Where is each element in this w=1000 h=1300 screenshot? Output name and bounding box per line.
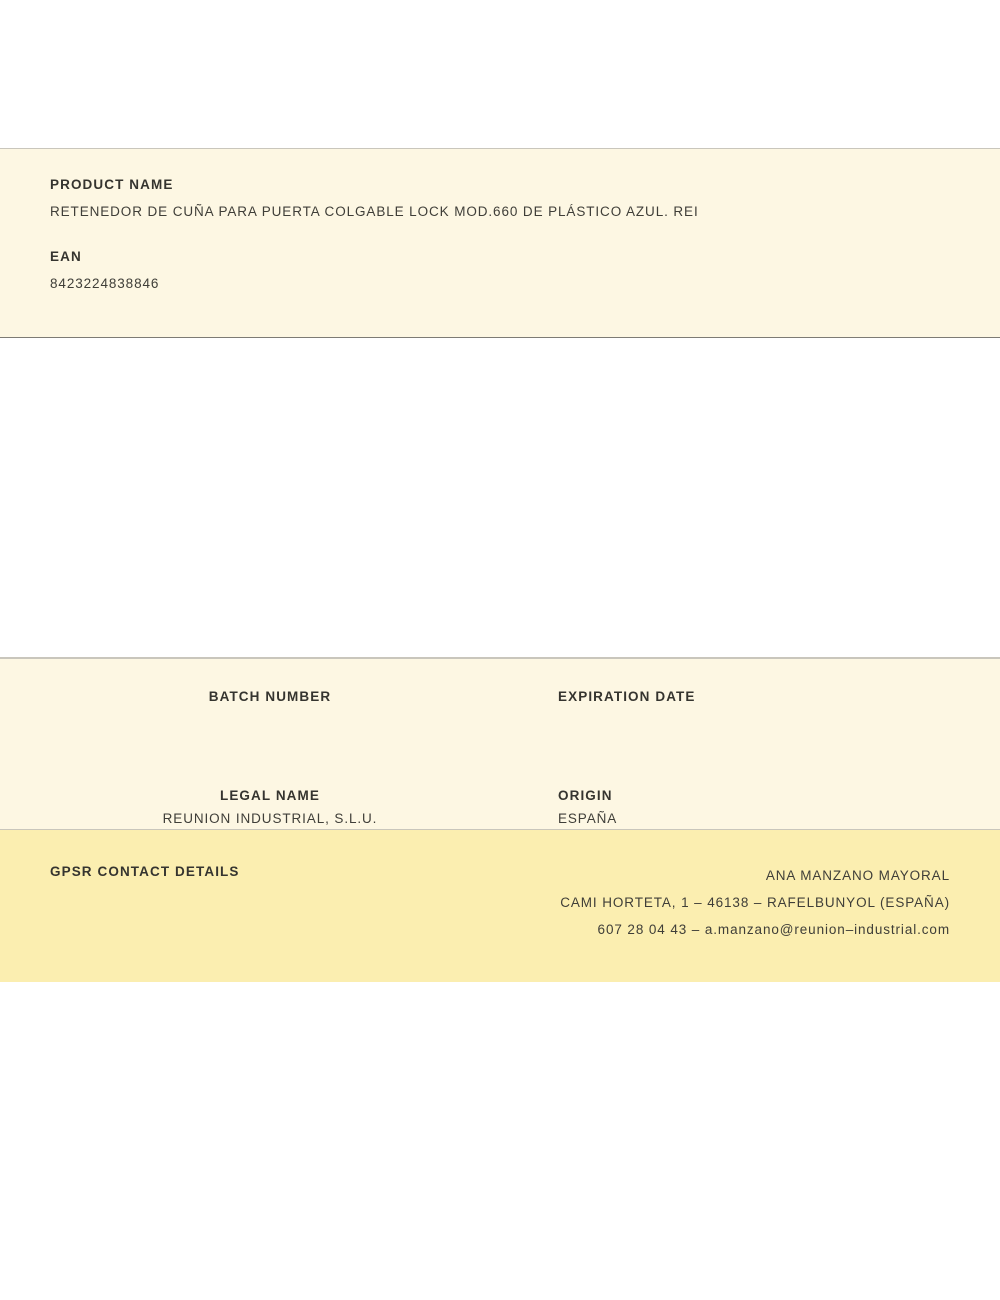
product-name-value: RETENEDOR DE CUÑA PARA PUERTA COLGABLE LOCK MOD.660 DE PLÁSTICO AZUL. REI xyxy=(50,204,699,219)
bottom-spacer xyxy=(0,982,1000,1300)
gpsr-contact-name: ANA MANZANO MAYORAL xyxy=(765,867,950,883)
legal-origin-row xyxy=(0,788,1000,827)
gpsr-contact-address: CAMI HORTETA, 1 – 46138 – RAFELBUNYOL (ESPAÑA) xyxy=(560,894,950,910)
product-name-label: PRODUCT NAME xyxy=(50,177,174,192)
origin-label: ORIGIN xyxy=(558,787,613,803)
top-spacer xyxy=(0,0,1000,148)
gpsr-title: GPSR CONTACT DETAILS xyxy=(50,863,240,879)
batch-number-label: BATCH NUMBER xyxy=(208,688,332,704)
expiration-date-label: EXPIRATION DATE xyxy=(558,688,696,704)
blank-middle-area xyxy=(0,338,1000,658)
origin-value: ESPAÑA xyxy=(558,810,618,826)
ean-value: 8423224838846 xyxy=(50,276,160,291)
legal-name-cell xyxy=(0,788,500,827)
product-section xyxy=(0,148,1000,338)
expiration-date-value xyxy=(558,712,980,728)
legal-name-label: LEGAL NAME xyxy=(219,787,320,803)
gpsr-contact-lines xyxy=(560,862,950,943)
gpsr-contact-phone-email: 607 28 04 43 – a.manzano@reunion–industrial.com xyxy=(597,921,950,937)
batch-number-cell xyxy=(0,689,500,728)
origin-cell xyxy=(500,788,1000,827)
expiration-date-cell xyxy=(500,689,1000,728)
batch-number-value xyxy=(60,712,480,728)
batch-expiration-row xyxy=(0,689,1000,728)
info-section xyxy=(0,658,1000,830)
product-section-spacer xyxy=(50,219,950,249)
legal-name-value: REUNION INDUSTRIAL, S.L.U. xyxy=(162,810,378,826)
ean-label: EAN xyxy=(50,249,82,264)
gpsr-section xyxy=(0,830,1000,982)
